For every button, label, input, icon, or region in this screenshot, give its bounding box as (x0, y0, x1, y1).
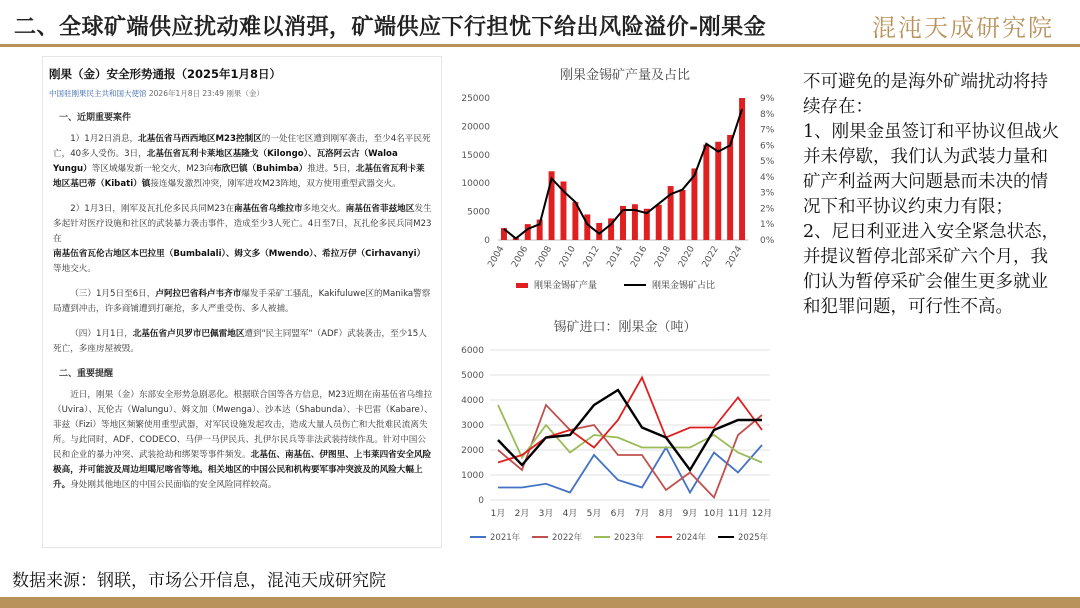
paragraph-case-1: 1）1月2日消息，北基伍省马西西地区M23控制区的一处住宅区遭到刚军袭击，至少4名平民死亡，40多人受伤。3日，北基伍省瓦利卡莱地区基隆戈（Kilongo）、瓦洛阿云古（Waloa Yungu）等区域爆发新一轮交火，M23向布欣巴镇（Buhimba）推进。5日，北基伍省瓦利卡莱地区基巴蒂（Kibati）镇接连爆发激烈冲突，刚军进攻M23阵地，双方使用重型武器交火。 (53, 134, 431, 189)
y-tick-label: 10000 (461, 179, 490, 190)
slide-title: 二、全球矿端供应扰动难以消弭，矿端供应下行担忧下给出风险溢价-刚果金 (14, 14, 767, 40)
x-tick-label: 2008 (534, 244, 555, 270)
y-tick-label: 0 (478, 496, 484, 506)
title-divider (0, 44, 1080, 47)
y2-tick-label: 2% (760, 204, 775, 215)
footer-bar (0, 597, 1080, 608)
y-tick-label: 15000 (461, 150, 490, 161)
chart1-title: 刚果金锡矿产量及占比 (559, 68, 690, 83)
paragraph-reminder: 近日，刚果（金）东部安全形势急剧恶化。根据联合国等各方信息，M23近期在南基伍省乌维拉（Uvira）、瓦伦古（Walungu）、姆文加（Mwenga）、沙本达（Shabunda）、卡巴雷（Kabare）、菲兹（Fizi）等地区频繁使用重型武器，对军民设施发起攻击，造成大量人员伤亡和大批难民流离失所。与此同时，ADF、CODECO、马伊一马伊民兵、扎伊尔民兵等非法武装持续作乱。针对中国公民和企业的暴力冲突、武装抢劫和绑架等事件频发。北基伍、南基伍、伊图里、上韦莱四省安全风险极高，并可能波及周边坦噶尼喀省等地。相关地区的中国公民和机构要军事冲突波及的风险大幅上升。身处刚其他地区的中国公民面临的安全风险同样较高。 (53, 390, 433, 490)
y-tick-label: 3000 (461, 421, 484, 431)
legend-label-2024年: 2024年 (676, 533, 707, 543)
x-tick-label: 2月 (514, 509, 530, 519)
production-bar (739, 98, 745, 240)
legend-swatch-production (516, 283, 528, 288)
commentary-text (803, 70, 1065, 320)
y2-tick-label: 1% (760, 220, 775, 231)
commentary-point-1: 1、刚果金虽签订和平协议但战火并未停歇，我们认为武装力量和矿产利益两大问题悬而未决的情况下和平协议约束力有限； (803, 122, 1060, 217)
x-tick-label: 7月 (634, 509, 650, 519)
x-tick-label: 3月 (538, 509, 554, 519)
y-tick-label: 5000 (467, 207, 490, 218)
production-bar (656, 205, 662, 240)
legend-label-2021年: 2021年 (490, 533, 521, 543)
paragraph-case-2: 2）1月3日，刚军及瓦扎伦多民兵同M23在南基伍省乌维拉市多地交火。南基伍省菲兹地区发生多起针对医疗设施和社区的武装暴力袭击事件，造成至少3人死亡。4日至7日，瓦扎伦多民兵同M23在南基伍省瓦伦古地区本巴拉里（Bumbalali）、姆文多（Mwendo）、希拉万伊（Cirhavanyi）等地交火。 (53, 204, 432, 274)
x-tick-label: 6月 (610, 509, 626, 519)
tin-production-chart (450, 82, 790, 302)
production-bar (680, 190, 686, 240)
production-bar (525, 224, 531, 240)
x-tick-label: 2022 (700, 244, 721, 270)
y-tick-label: 1000 (461, 471, 484, 481)
x-tick-label: 11月 (727, 509, 749, 519)
legend-label-2025年: 2025年 (738, 533, 769, 543)
legend-label-2023年: 2023年 (614, 533, 645, 543)
tin-import-chart (450, 338, 790, 553)
document-heading: 刚果（金）安全形势通报（2025年1月8日） (49, 67, 282, 81)
x-tick-label: 2010 (557, 244, 578, 270)
chart2-title: 锡矿进口：刚果金（吨） (553, 320, 697, 335)
y-tick-label: 20000 (461, 122, 490, 133)
document-date: 2026年1月8日 23:49 刚果（金） (148, 89, 264, 98)
x-tick-label: 8月 (658, 509, 674, 519)
x-tick-label: 2018 (653, 244, 674, 270)
series-line-2023年 (498, 405, 762, 463)
x-tick-label: 12月 (751, 509, 773, 519)
series-line-2021年 (498, 445, 762, 493)
legend-label-2022年: 2022年 (552, 533, 583, 543)
section-heading-recent-cases: 一、近期重要案件 (59, 113, 132, 123)
y2-tick-label: 0% (760, 236, 775, 246)
production-bar (703, 145, 709, 240)
x-tick-label: 2004 (486, 244, 507, 270)
legend-label-production: 刚果金锡矿产量 (534, 281, 598, 291)
x-tick-label: 1月 (490, 509, 506, 519)
x-tick-label: 2024 (724, 244, 745, 270)
security-bulletin-document (42, 56, 442, 548)
y-tick-label: 5000 (461, 371, 484, 381)
commentary-intro: 不可避免的是海外矿端扰动将持续存在： (803, 72, 1048, 117)
x-tick-label: 2014 (605, 244, 626, 270)
x-tick-label: 2020 (676, 244, 698, 270)
y-tick-label: 2000 (461, 446, 484, 456)
x-tick-label: 9月 (682, 509, 698, 519)
y2-tick-label: 6% (760, 141, 775, 152)
legend-label-share: 刚果金锡矿占比 (652, 281, 716, 291)
document-source-link[interactable]: 中国驻刚果民主共和国大使馆 (49, 89, 147, 98)
x-tick-label: 10月 (703, 509, 725, 519)
y2-tick-label: 4% (760, 172, 775, 183)
y2-tick-label: 8% (760, 109, 775, 120)
x-tick-label: 2012 (581, 244, 602, 270)
commentary-point-2: 2、尼日利亚进入安全紧急状态，并提议暂停北部采矿六个月，我们认为暂停采矿会催生更多就业和犯罪问题，可行性不高。 (803, 222, 1060, 317)
x-tick-label: 2016 (629, 244, 650, 270)
y-tick-label: 25000 (461, 94, 490, 104)
production-bar (727, 135, 733, 240)
brand-logo: 混沌天成研究院 (872, 14, 1054, 42)
y-tick-label: 0 (484, 236, 490, 246)
paragraph-case-4: （四）1月1日，北基伍省卢贝罗市巴佩雷地区遭到"民主同盟军"（ADF）武装袭击，至少15人死亡，多座房屋被毁。 (53, 329, 427, 354)
document-meta (49, 86, 433, 101)
x-tick-label: 4月 (562, 509, 578, 519)
y2-tick-label: 5% (760, 157, 775, 168)
y2-tick-label: 9% (760, 94, 775, 104)
x-tick-label: 5月 (586, 509, 602, 519)
production-bar (715, 142, 721, 240)
x-tick-label: 2006 (510, 244, 531, 270)
data-source: 数据来源：钢联，市场公开信息，混沌天成研究院 (12, 571, 386, 591)
y-tick-label: 6000 (461, 346, 484, 356)
section-heading-reminder: 二、重要提醒 (59, 369, 114, 379)
y2-tick-label: 7% (760, 125, 775, 136)
y2-tick-label: 3% (760, 188, 775, 199)
paragraph-case-3: （三）1月5日至6日，卢阿拉巴省科卢韦齐市爆发手采矿工骚乱，Kakifuluwe区的Manika警察局遭到冲击，许多商铺遭到打砸抢，多人严重受伤、多人被捕。 (53, 289, 431, 314)
y-tick-label: 4000 (461, 396, 484, 406)
